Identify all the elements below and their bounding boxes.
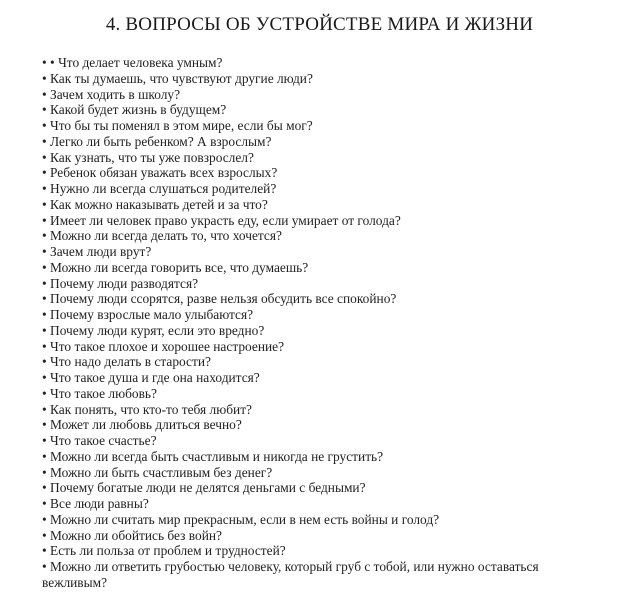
list-item: • Почему люди курят, если это вредно? bbox=[42, 322, 265, 338]
list-item: • Можно ли всегда говорить все, что думаешь? bbox=[42, 259, 309, 275]
list-item: • Как ты думаешь, что чувствуют другие люди? bbox=[42, 70, 313, 86]
list-item: • Почему богатые люди не делятся деньгами с бедными? bbox=[42, 480, 366, 496]
list-item: • Нужно ли всегда слушаться родителей? bbox=[42, 181, 277, 196]
list-item: • Можно ли обойтись без войн? bbox=[42, 527, 222, 543]
list-item: • Какой будет жизнь в будущем? bbox=[42, 102, 227, 118]
list-item: • Можно ли ответить грубостью человеку, который груб с тобой, или нужно оставаться вежливым? bbox=[42, 559, 539, 590]
list-item: • Есть ли польза от проблем и трудностей? bbox=[42, 543, 286, 559]
list-item: • Что такое счастье? bbox=[42, 433, 157, 448]
list-item: • Можно ли всегда делать то, что хочется? bbox=[42, 228, 282, 244]
list-item: • Можно ли всегда быть счастливым и никогда не грустить? bbox=[42, 448, 384, 464]
list-item: • Почему люди разводятся? bbox=[42, 275, 199, 291]
list-item: • Что такое любовь? bbox=[42, 385, 157, 401]
list-item: • Легко ли быть ребенком? А взрослым? bbox=[42, 133, 272, 149]
list-item: • Как понять, что кто-то тебя любит? bbox=[42, 401, 252, 417]
question-list bbox=[42, 55, 602, 591]
list-item: • Почему люди ссорятся, разве нельзя обсудить все спокойно? bbox=[42, 291, 397, 307]
list-item: • Что надо делать в старости? bbox=[42, 354, 211, 370]
list-item: • Почему взрослые мало улыбаются? bbox=[42, 307, 254, 322]
list-item: • Что такое душа и где она находится? bbox=[42, 370, 260, 385]
page-title: 4. ВОПРОСЫ ОБ УСТРОЙСТВЕ МИРА И ЖИЗНИ bbox=[105, 14, 534, 35]
list-item: • Как узнать, что ты уже повзрослел? bbox=[42, 149, 254, 165]
list-item: • Что такое плохое и хорошее настроение? bbox=[42, 338, 285, 354]
list-item: • Может ли любовь длиться вечно? bbox=[42, 417, 242, 433]
list-item: • • Что делает человека умным? bbox=[42, 55, 223, 70]
list-item: • Имеет ли человек право украсть еду, если умирает от голода? bbox=[42, 212, 401, 228]
list-item: • Можно ли считать мир прекрасным, если в нем есть войны и голод? bbox=[42, 511, 440, 527]
list-item: • Все люди равны? bbox=[42, 496, 149, 511]
list-item: • Что бы ты поменял в этом мире, если бы мог? bbox=[42, 118, 313, 133]
list-item: • Зачем ходить в школу? bbox=[42, 86, 181, 102]
list-item: • Зачем люди врут? bbox=[42, 244, 152, 259]
list-item: • Ребенок обязан уважать всех взрослых? bbox=[42, 165, 278, 181]
list-item: • Как можно наказывать детей и за что? bbox=[42, 196, 268, 212]
list-item: • Можно ли быть счастливым без денег? bbox=[42, 464, 273, 480]
